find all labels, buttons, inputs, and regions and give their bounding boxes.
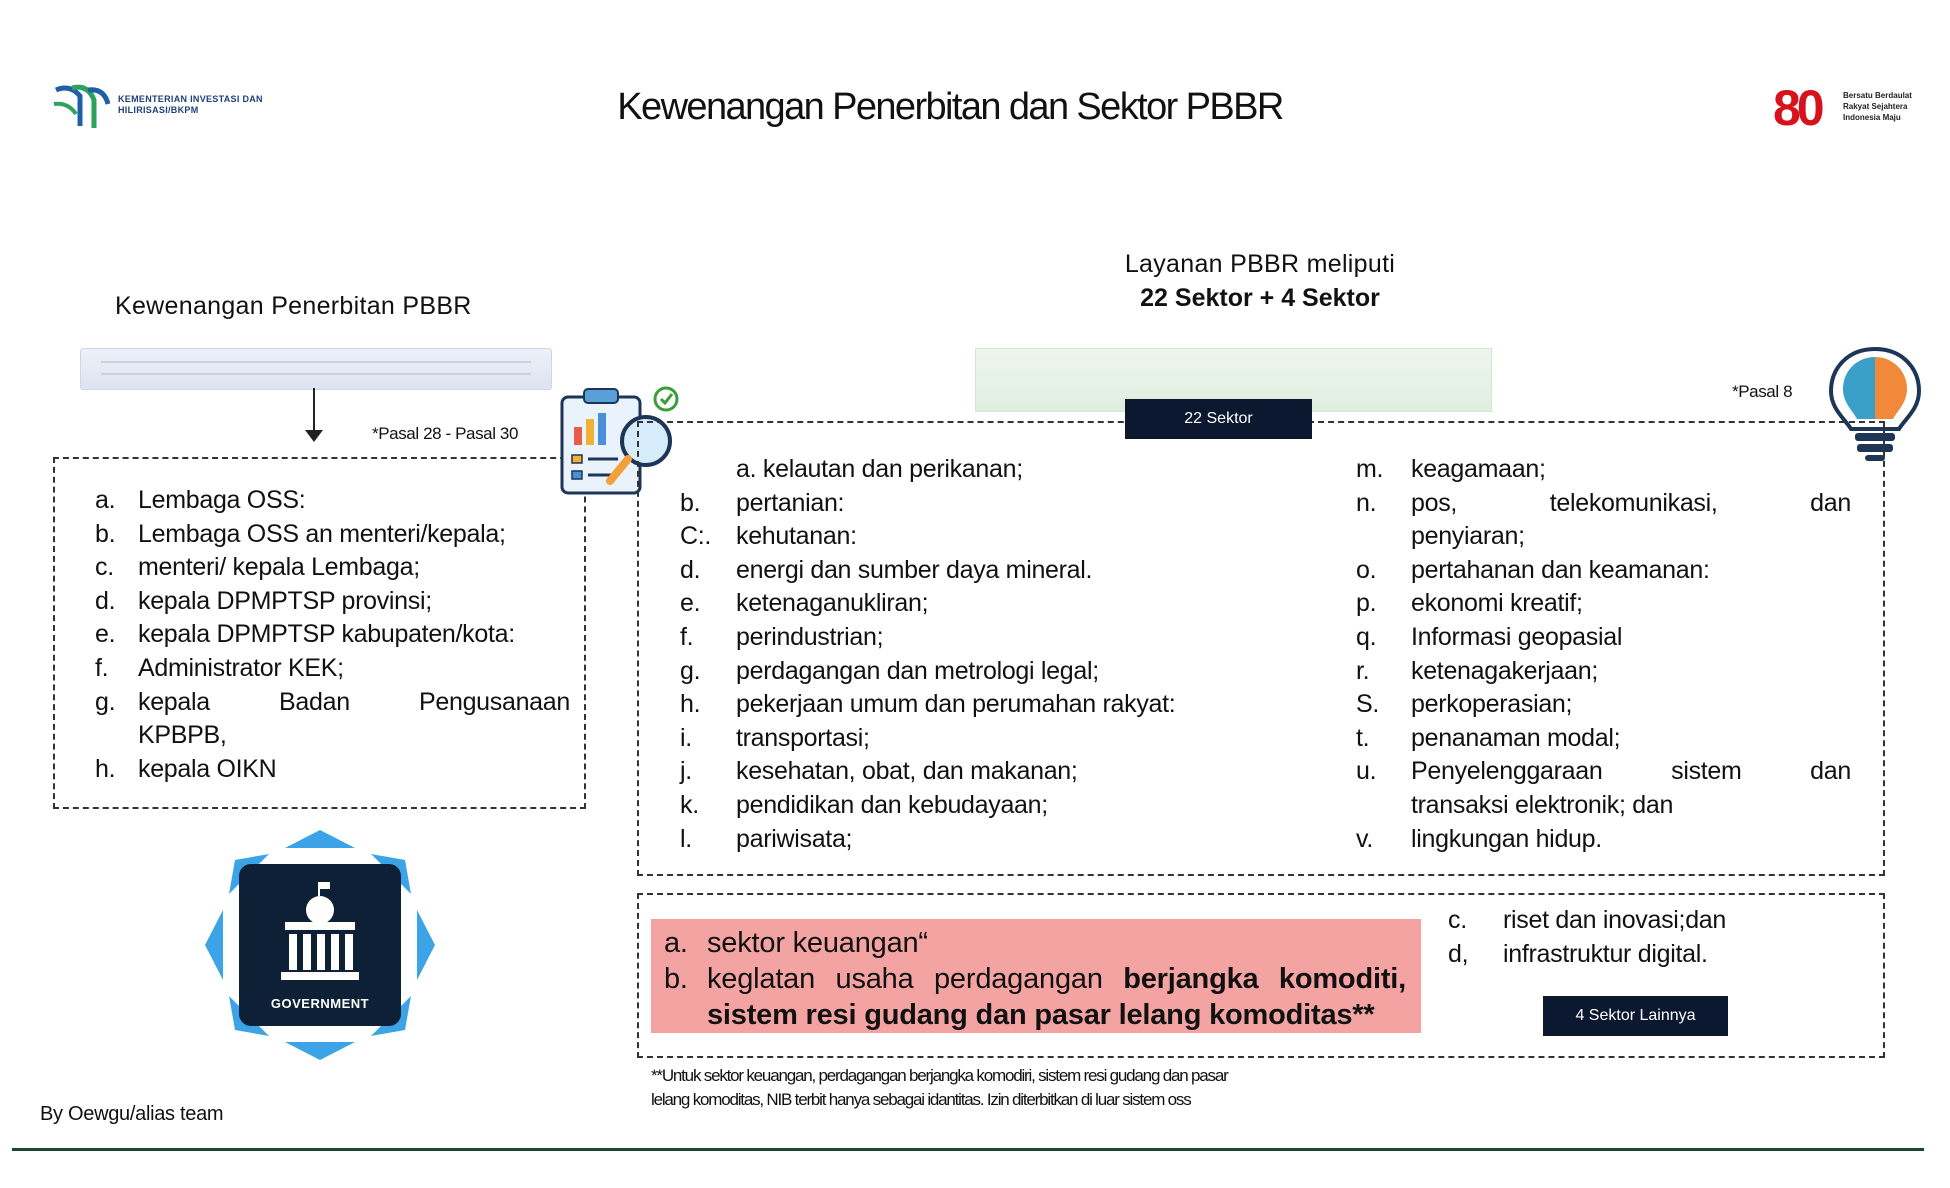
government-building-icon (205, 830, 435, 1060)
list-item: c. menteri/ kepala Lembaga; (95, 553, 420, 582)
list-item: l. pariwisata; (680, 824, 853, 853)
sector4-badge: 4 Sektor Lainnya (1543, 996, 1728, 1036)
list-item: q. Informasi geopasial (1356, 622, 1623, 651)
list-item: f. perindustrian; (680, 622, 884, 651)
list-item: h. pekerjaan umum dan perumahan rakyat: (680, 690, 1176, 719)
list-item: j. kesehatan, obat, dan makanan; (680, 757, 1078, 786)
list-item: a. Lembaga OSS: (95, 486, 306, 514)
byline: By Oewgu/alias team (40, 1103, 224, 1125)
list-item: b. keglatan usaha perdagangan berjangka komoditi, sistem resi gudang dan pasar lelang komoditas** (664, 963, 1406, 1031)
list-item: u. Penyelenggaraan sistem dan transaksi elektronik; dan (1356, 757, 1851, 819)
left-scroll-banner (80, 348, 552, 390)
ministry-name: KEMENTERIAN INVESTASI DAN HILIRISASI/BKPM (118, 94, 263, 115)
list-item: r. ketenagakerjaan; (1356, 656, 1599, 685)
left-pasal-note: *Pasal 28 - Pasal 30 (372, 424, 519, 443)
list-item: h. kepala OIKN (95, 754, 277, 783)
list-item: C:. kehutanan: (680, 522, 857, 551)
list-item: d. kepala DPMPTSP provinsi; (95, 586, 432, 615)
down-arrow-icon (313, 388, 315, 436)
sector22-list-column2 (1356, 453, 1851, 856)
list-item: g. perdagangan dan metrologi legal; (680, 656, 1099, 685)
list-item: t. penanaman modal; (1356, 723, 1621, 752)
list-item: v. lingkungan hidup. (1356, 824, 1602, 853)
sector4-list-left (664, 925, 1406, 1033)
list-item: f. Administrator KEK; (95, 653, 344, 682)
anniversary-logo (1773, 80, 1943, 140)
list-item: m. keagamaan; (1356, 455, 1546, 483)
footer-divider (12, 1148, 1924, 1151)
right-section-heading: Layanan PBBR meliputi (1124, 250, 1396, 278)
arrow-head (305, 430, 323, 442)
right-section-subheading: 22 Sektor + 4 Sektor (1140, 284, 1380, 312)
anniversary-number: 80 (1773, 80, 1821, 136)
list-item: g. kepala Badan Pengusanaan KPBPB, (95, 687, 570, 750)
right-pasal-note: *Pasal 8 (1732, 382, 1793, 401)
list-item: b. Lembaga OSS an menteri/kepala; (95, 519, 506, 548)
list-item: o. pertahanan dan keamanan: (1356, 555, 1710, 584)
list-item: S. perkoperasian; (1356, 690, 1573, 719)
government-label: GOVERNMENT (270, 996, 370, 1011)
footnote: **Untuk sektor keuangan, perdagangan berjangka komodiri, sistem resi gudang dan pasar lelang komoditas, NIB terbit hanya sebagai idantitas. Izin diterbitkan di luar sistem oss (651, 1066, 1228, 1109)
list-item: d, infrastruktur digital. (1448, 940, 1708, 968)
ministry-emblem-icon (50, 82, 114, 138)
list-item: k. pendidikan dan kebudayaan; (680, 790, 1048, 819)
left-section-heading: Kewenangan Penerbitan PBBR (115, 292, 472, 320)
page-title: Kewenangan Penerbitan dan Sektor PBBR (617, 86, 1283, 128)
sector4-list-right (1448, 903, 1868, 971)
authority-list (95, 484, 570, 786)
list-item: p. ekonomi kreatif; (1356, 589, 1583, 618)
list-item: i. transportasi; (680, 723, 870, 752)
anniversary-tagline: Bersatu Berdaulat Rakyat Sejahtera Indonesia Maju (1843, 91, 1912, 122)
list-item: n. pos, telekomunikasi, dan penyiaran; (1356, 488, 1851, 551)
list-item: c. riset dan inovasi;dan (1448, 906, 1727, 934)
list-item: a. kelautan dan perikanan; (736, 455, 1023, 483)
list-item: b. pertanian: (680, 488, 845, 517)
ministry-logo (50, 82, 280, 142)
list-item: e. kepala DPMPTSP kabupaten/kota: (95, 620, 515, 649)
sector22-badge: 22 Sektor (1125, 399, 1312, 439)
list-item: e. ketenaganukliran; (680, 589, 929, 618)
list-item: a. sektor keuangan“ (664, 927, 928, 959)
sector22-list-column1 (680, 453, 1240, 856)
list-item: d. energi dan sumber daya mineral. (680, 555, 1093, 584)
